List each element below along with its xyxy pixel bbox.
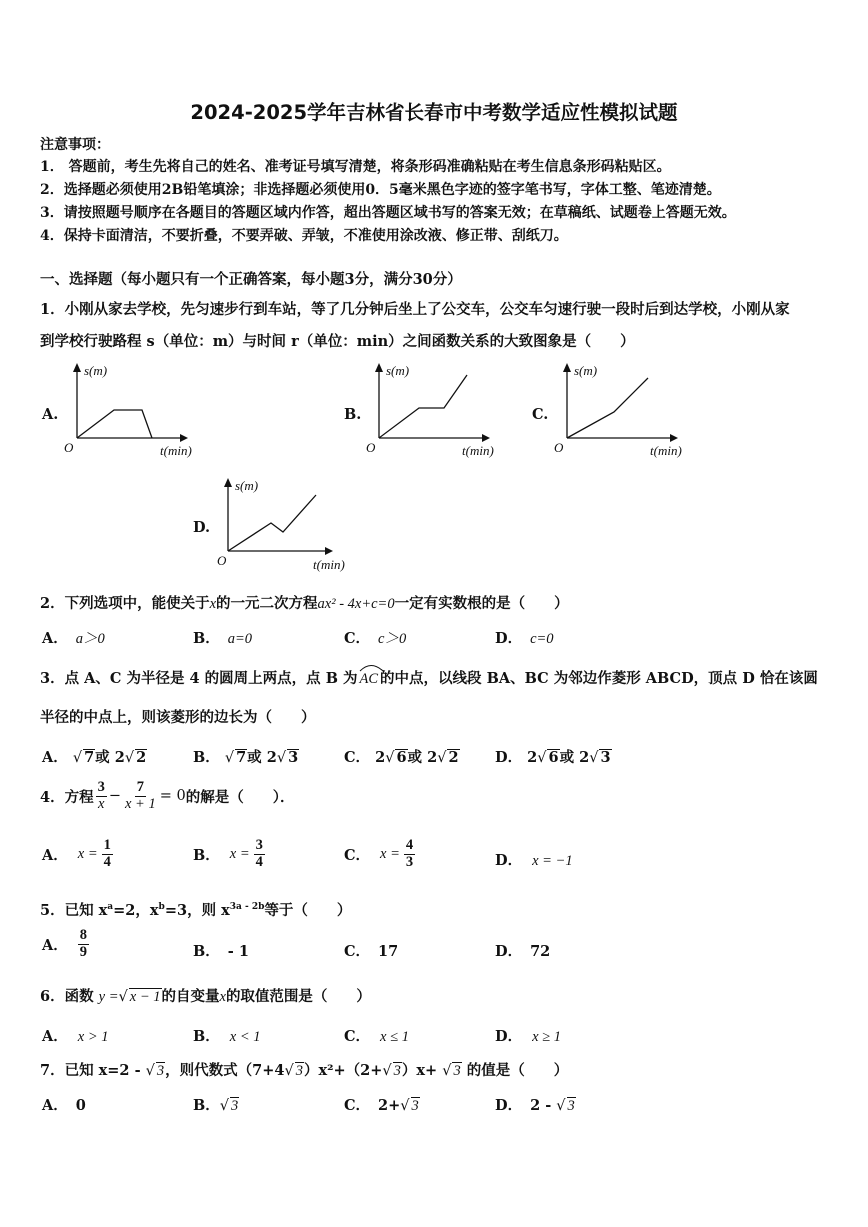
notice-item: 2．选择题必须使用2B铅笔填涂；非选择题必须使用0．5毫米黑色字迹的签字笔书写，字体工整、笔迹清楚。 (40, 182, 721, 198)
notice-item: 1． 答题前，考生先将自己的姓名、准考证号填写清楚，将条形码准确粘贴在考生信息条形码粘贴区。 (40, 159, 671, 175)
fraction: $\frac{7}{x + 1}$ (125, 779, 156, 812)
q5-option-a[interactable]: A． $\frac{8}{9}$ (42, 927, 88, 960)
q4-option-d[interactable]: D． x = −1 (495, 852, 573, 869)
question-1-text: 1．小刚从家去学校，先匀速步行到车站，等了几分钟后坐上了公交车，公交车匀速行驶一段时后到达学校，小刚从家 (40, 301, 790, 318)
q5-option-c[interactable]: C． 17 (344, 943, 399, 960)
notice-item: 3．请按照题号顺序在各题目的答题区域内作答，超出答题区域书写的答案无效；在草稿纸、试题卷上答题无效。 (40, 205, 736, 221)
axis-x-label: t(min) (160, 443, 192, 458)
notice-item: 4．保持卡面清洁，不要折叠，不要弄破、弄皱，不准使用涂改液、修正带、刮纸刀。 (40, 228, 568, 244)
q6-option-d[interactable]: D． x ≥ 1 (495, 1028, 561, 1045)
q2-option-d[interactable]: D． c=0 (495, 630, 554, 647)
q7-option-d[interactable]: D． 2 - √ 3 (495, 1097, 575, 1114)
question-4-text: 4．方程 $\frac{3}{x}$ − $\frac{7}{x + 1}$ = 0 的解是（ ）． (40, 779, 295, 812)
axis-y-label: s(m) (574, 363, 598, 378)
q4-option-c[interactable]: C． x = $\frac{4}{3}$ (344, 837, 414, 870)
graph-d (213, 473, 363, 578)
graph-a (62, 358, 212, 463)
notice-heading: 注意事项： (40, 137, 110, 153)
graph-b (364, 358, 514, 463)
question-6-text: 6．函数 y =√ x − 1的自变量x的取值范围是（ ） (40, 988, 371, 1005)
axis-y-label: s(m) (84, 363, 108, 378)
option-a-label: A. (42, 406, 59, 423)
page-title: 2024-2025学年吉林省长春市中考数学适应性模拟试题 (190, 101, 678, 124)
section-heading: 一、选择题（每小题只有一个正确答案，每小题3分，满分30分） (40, 271, 462, 288)
q7-option-b[interactable]: B．√ 3 (193, 1097, 239, 1114)
q5-option-d[interactable]: D． 72 (495, 943, 551, 960)
q2-option-a[interactable]: A． a＞0 (42, 630, 105, 647)
question-3-text-2: 半径的中点上，则该菱形的边长为（ ） (40, 709, 316, 726)
q3-option-b[interactable]: B． √ 7或 2√ 3 (193, 749, 299, 766)
axis-y-label: s(m) (386, 363, 410, 378)
q4-option-b[interactable]: B． x = $\frac{3}{4}$ (193, 837, 263, 870)
question-2-text: 2．下列选项中，能使关于x的一元二次方程ax² - 4x+c=0一定有实数根的是（ ） (40, 595, 569, 612)
q3-option-a[interactable]: A． √ 7或 2√ 2 (42, 749, 147, 766)
option-c-label: C. (532, 406, 549, 423)
graph-c (552, 358, 702, 463)
q7-option-c[interactable]: C． 2+√ 3 (344, 1097, 419, 1114)
origin-label: O (366, 440, 376, 455)
axis-x-label: t(min) (462, 443, 494, 458)
q5-option-b[interactable]: B． - 1 (193, 943, 249, 960)
q2-option-b[interactable]: B． a=0 (193, 630, 253, 647)
axis-x-label: t(min) (650, 443, 682, 458)
fraction: $\frac{3}{x}$ (97, 779, 105, 812)
q3-option-c[interactable]: C． 2√ 6或 2√ 2 (344, 749, 459, 766)
q3-option-d[interactable]: D． 2√ 6或 2√ 3 (495, 749, 611, 766)
question-5-text: 5．已知 $x^a=2$，$x^b=3$，则 $x^{3a - 2b}$等于（ ） (40, 902, 352, 919)
q6-option-b[interactable]: B． x < 1 (193, 1028, 261, 1045)
option-b-label: B. (344, 406, 362, 423)
question-1-text-2: 到学校行驶路程 s（单位：m）与时间 r（单位：min）之间函数关系的大致图象是（ ） (40, 333, 635, 350)
arc-ac: AC (360, 667, 379, 688)
q4-option-a[interactable]: A． x = $\frac{1}{4}$ (42, 837, 111, 870)
origin-label: O (554, 440, 564, 455)
question-7-text: 7．已知 x=2 - √ 3，则代数式（7+4√ 3）x²+（2+√ 3）x+ √ 3 的值是（ ） (40, 1062, 569, 1079)
q2-option-c[interactable]: C． c＞0 (344, 630, 407, 647)
axis-y-label: s(m) (235, 478, 259, 493)
origin-label: O (217, 553, 227, 568)
q6-option-c[interactable]: C． x ≤ 1 (344, 1028, 409, 1045)
q7-option-a[interactable]: A． 0 (42, 1097, 86, 1114)
axis-x-label: t(min) (313, 557, 345, 572)
question-3-text: 3．点 A、C 为半径是 4 的圆周上两点，点 B 为 AC 的中点，以线段 BA、BC 为邻边作菱形 ABCD，顶点 D 恰在该圆 (40, 667, 818, 688)
q6-option-a[interactable]: A． x > 1 (42, 1028, 109, 1045)
option-d-label: D. (193, 519, 211, 536)
origin-label: O (64, 440, 74, 455)
